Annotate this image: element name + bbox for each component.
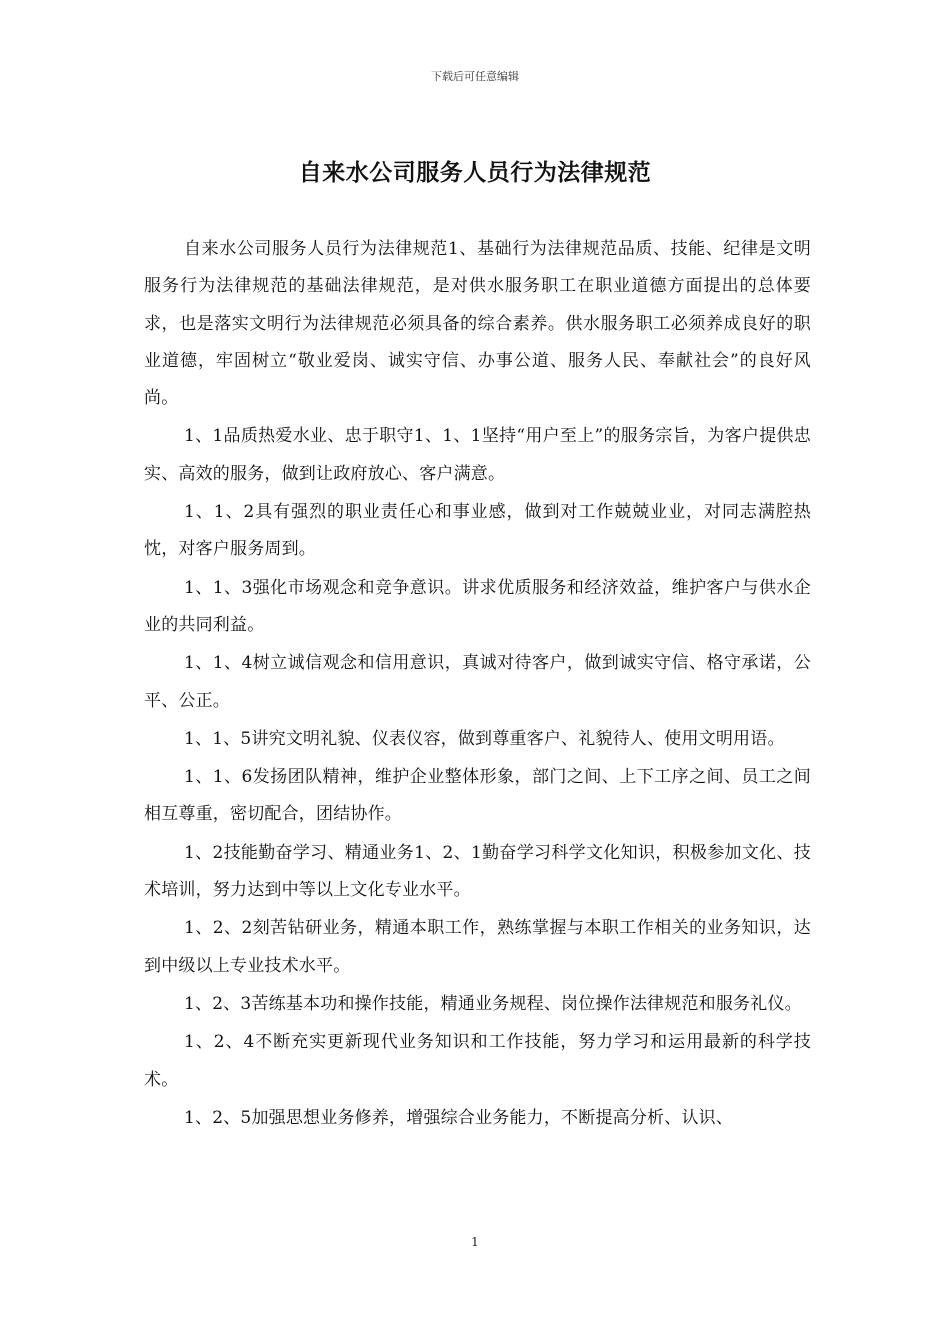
- paragraph: 1、1、2具有强烈的职业责任心和事业感，做到对工作兢兢业业，对同志满腔热忱，对客户服务周到。: [144, 502, 811, 560]
- paragraph: 1、1、3强化市场观念和竞争意识。讲求优质服务和经济效益，维护客户与供水企业的共同利益。: [144, 577, 811, 635]
- paragraph: 1、1、4树立诚信观念和信用意识，真诚对待客户，做到诚实守信、格守承诺，公平、公正。: [144, 653, 811, 711]
- paragraph: 1、2、5加强思想业务修养，增强综合业务能力，不断提高分析、认识、: [184, 1107, 734, 1128]
- paragraph: 自来水公司服务人员行为法律规范1、基础行为法律规范品质、技能、纪律是文明服务行为法律规范的基础法律规范，是对供水服务职工在职业道德方面提出的总体要求，也是落实文明行为法律规范必须具备的综合素养。供水服务职工必须养成良好的职业道德，牢固树立“敬业爱岗、诚实守信、办事公道、服务人民、奉献社会”的良好风尚。: [144, 239, 811, 409]
- document-body: [144, 231, 811, 1138]
- paragraph: 1、2技能勤奋学习、精通业务1、2、1勤奋学习科学文化知识，积极参加文化、技术培训，努力达到中等以上文化专业水平。: [144, 842, 811, 901]
- paragraph: 1、1品质热爱水业、忠于职守1、1、1坚持“用户至上”的服务宗旨，为客户提供忠实、高效的服务，做到让政府放心、客户满意。: [144, 426, 811, 484]
- header-note: 下载后可任意编辑: [431, 70, 519, 83]
- paragraph: 1、2、4不断充实更新现代业务知识和工作技能，努力学习和运用最新的科学技术。: [144, 1032, 811, 1090]
- paragraph: 1、1、5讲究文明礼貌、仪表仪容，做到尊重客户、礼貌待人、使用文明用语。: [184, 728, 785, 749]
- document-title: 自来水公司服务人员行为法律规范: [298, 160, 652, 186]
- page-number: 1: [471, 1235, 479, 1249]
- paragraph: 1、1、6发扬团队精神，维护企业整体形象，部门之间、上下工序之间、员工之间相互尊重，密切配合，团结协作。: [144, 767, 811, 825]
- paragraph: 1、2、3苦练基本功和操作技能，精通业务规程、岗位操作法律规范和服务礼仪。: [184, 993, 802, 1014]
- paragraph: 1、2、2刻苦钻研业务，精通本职工作，熟练掌握与本职工作相关的业务知识，达到中级以上专业技术水平。: [144, 918, 811, 976]
